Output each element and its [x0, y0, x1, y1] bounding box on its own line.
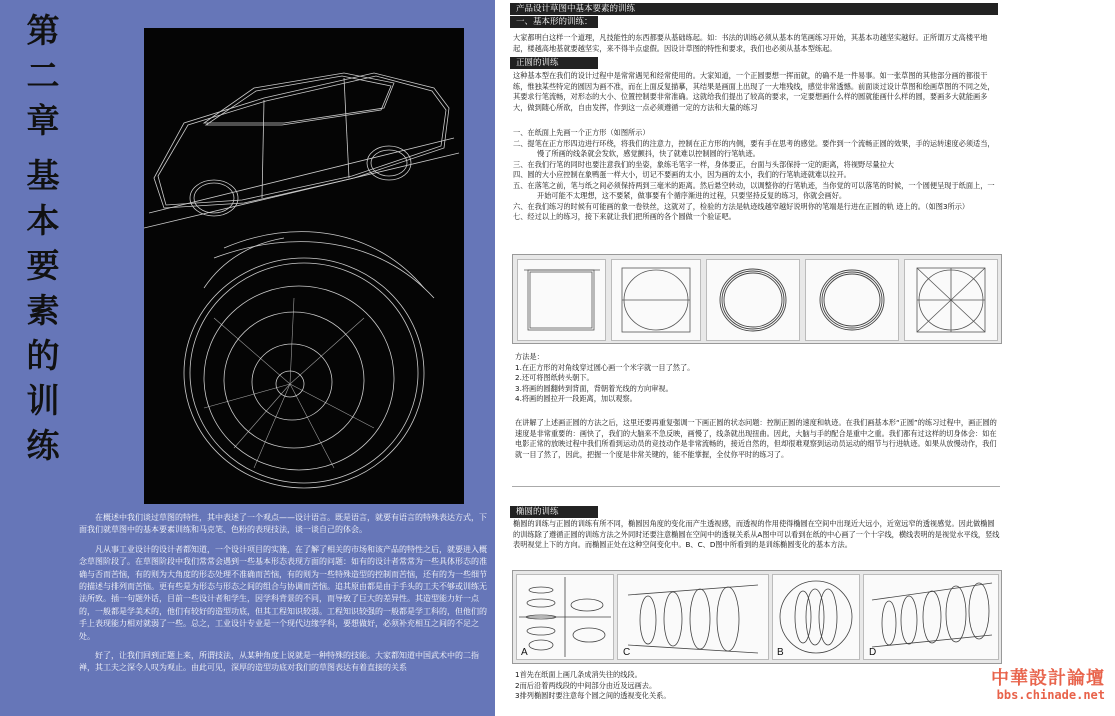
method-list [515, 352, 995, 405]
title-char: 章 [26, 101, 60, 140]
sketch-photo [144, 28, 464, 504]
figure-c [617, 574, 769, 660]
figure-circle-2 [706, 259, 800, 341]
ellipse-sketch [864, 575, 998, 659]
paragraph: 椭圆的训练与正圆的训练有所不同，椭圆因角度的变化而产生透视感，而透视的作用使得椭圆在空间中出现近大远小，近宽远窄的透视感觉。因此做椭圆的训练除了遵循正圆的训练方法之外同时还要注意椭圆在空间中的透视关系从A图中可以看到在纸的中心画了一个十字线，横线表明的是视觉水平线，竖线表明视觉上下的方向。而椭圆正处在这种空间变化中。B、C、D图中所看到的是训练椭圆变化的基本方法。 [513, 519, 1000, 549]
car-wheel-sketch [144, 28, 464, 504]
title-char: 二 [26, 56, 60, 95]
left-panel [0, 0, 495, 716]
left-body-text [79, 512, 491, 682]
chapter-title [14, 8, 72, 468]
method-title: 方法是： [515, 352, 544, 361]
section2-heading: 正圆的训练 [510, 57, 598, 69]
method-item: 4.将画的圆拉开一段距离，加以观察。 [515, 394, 637, 403]
paragraph: 在讲解了上述画正圆的方法之后，这里还要再重复强调一下画正圆的状态问题：控制正圆的速度和轨迹。在我们画基本形“正圆”的练习过程中，画正圆的速度是非常重要的：画快了，我们的大脑来不急反映，画慢了，线条就出现扭曲。因此，大脑与手的配合是重中之重。我们都有过这样的切身体会：如在电影正常的放映过程中我们所看到运动员的竞技动作是非常流畅的，接近自然的，但却很难观察到运动员运动的细节与行进轨迹。如果从放慢动作，我们就一目了然了，因此，把握一个度是非常关键的，能不能掌握，全仗你平时的练习了。 [515, 418, 997, 459]
figure-circle-4 [904, 259, 998, 341]
figure-d [863, 574, 999, 660]
ellipse-notes [515, 670, 955, 702]
method-item: 2.还可将图纸转头朝下。 [515, 373, 594, 382]
figure-label: C [623, 647, 631, 658]
page-header: 产品设计草图中基本要素的训练 [510, 3, 998, 15]
section1-heading: 一、基本形的训练： [510, 16, 598, 28]
figure-b [772, 574, 860, 660]
note-item: 3排列椭圆时要注意每个圆之间的透视变化关系。 [515, 691, 671, 700]
ellipse-sketch [773, 575, 859, 659]
circle-sketch [905, 260, 997, 340]
method-item: 1.在正方形的对角线穿过圆心画一个米字就一目了然了。 [515, 362, 695, 372]
figure-circle-3 [805, 259, 899, 341]
step-item: 六、在我们练习的时候有可能画的象一卷铁丝，这就对了，检验的方法是轨迹线越窄越好说明你的笔端是行进在正圆的轨 迹上的。（如图3所示） [513, 201, 970, 211]
step-item: 四、圆的大小应控制在象鸭蛋一样大小，切记不要画的太小，因为画的太小，我们的行笔轨迹就难以拉开。 [513, 170, 851, 179]
paragraph: 大家都明白这样一个道理，凡技能性的东西都要从基础练起。如：书法的训练必须从基本的笔画练习开始，其基本功越坚实越好。正所谓万丈高楼平地起，楼越高地基就要越坚实，来不得半点虚假。因设计草图的特性和要求，我们也必须从基本型练起。 [513, 33, 988, 53]
title-char: 本 [26, 201, 60, 240]
ellipse-sketch [517, 575, 613, 659]
figure-label: A [521, 647, 528, 658]
title-char: 素 [26, 291, 60, 330]
note-item: 2而后沿着两线段的中间部分由近及远画去。 [515, 680, 657, 690]
paragraph: 好了，让我们回到正题上来，所谓技法，从某种角度上说就是一种特殊的技能。大家都知道中国武术中的二指禅，其工夫之深令人叹为观止。由此可见，深厚的造型功底对我们的草图表达有着直接的关系 [79, 651, 479, 673]
section2-summary [515, 418, 1001, 460]
section2-intro [513, 71, 1001, 113]
square-sketch [518, 260, 605, 340]
circle-sketch [612, 260, 700, 340]
step-item: 一、在纸面上先画一个正方形（如图所示） [513, 128, 650, 137]
watermark-url: bbs.chinade.net [996, 688, 1105, 702]
step-item: 三、在我们行笔的同时也要注意我们的坐姿，象练毛笔字一样，身体要正，台面与头部保持一定的距离，将视野尽量拉大 [513, 159, 894, 169]
section1-text [513, 33, 1001, 54]
title-char: 要 [26, 246, 60, 285]
section3-text [513, 519, 1001, 551]
step-item: 二、提笔在正方形四边进行环绕，将我们的注意力，控制在正方形的内侧，要有手在思考的感觉。要作到一个流畅正圆的效果，手的运转速度必须适当，慢了所画的线条就会发软，感觉颤抖，快了就难以控制圆的行笔轨迹。 [513, 138, 995, 158]
figure-label: B [777, 647, 784, 658]
circle-sketch [707, 260, 799, 340]
paragraph: 凡从事工业设计的设计者都知道，一个设计项目的实施，在了解了相关的市场和该产品的特性之后，就要进入概念草图阶段了。在草图阶段中我们常常会遇到一些基本形态表现方面的问题：如有的设计者常常为一些具体形态的准确与否而苦恼，有的则为大角度的形态处理不准确而苦恼，有的则为一些特殊造型的控制而苦恼，还有的为一些细节的描述与排列而苦恼。更有些是为形态与形态之间的组合与协调而苦恼。追其原由都是由于手头的工夫不够或训练无法所致。插一句题外话，目前一些设计者和学生，因学科背景的不同，而导致了巨大的差异性。其造型能力好一点的，一般都是学美术的，他们有较好的造型功底，但其工程知识较弱。工程知识较强的一般都是学工科的，但他们的手上表现能力相对就弱了一些。总之，工业设计专业是一个现代边缘学科，要想做好，必须补充相互之间的不足之处。 [79, 544, 487, 641]
circle-figures [512, 254, 1002, 344]
title-char: 第 [26, 11, 60, 50]
figure-a [516, 574, 614, 660]
figure-square [517, 259, 606, 341]
steps-list [513, 128, 1001, 223]
method-item: 3.将画的圆翻转到背面，背朝着光线的方向审视。 [515, 383, 673, 393]
section3-heading: 椭圆的训练 [510, 506, 598, 518]
divider [512, 486, 1000, 487]
title-char: 基 [26, 156, 60, 195]
paragraph: 在概述中我们谈过草图的特性，其中表述了一个观点——设计语言。既是语言，就要有语言的特殊表达方式，下面我们就草图中的基本要素训练和马克笔、色粉的表现技法，谈一谈自己的体会。 [79, 513, 487, 535]
ellipse-sketch [618, 575, 768, 659]
step-item: 五、在落笔之前，笔与纸之间必须保持两到三毫米的距离。然后悬空转动，以调整你的行笔轨迹，当你觉的可以落笔的时候，一个圆便呈现于纸面上，一开始可能不太理想，这不要紧，做事要有个循序渐进的过程，只要坚持反复的练习，你就会画好。 [513, 180, 995, 200]
circle-sketch [806, 260, 898, 340]
right-panel [495, 0, 1115, 716]
title-char: 训 [26, 381, 60, 420]
title-char: 的 [26, 336, 60, 375]
step-item: 七、经过以上的练习，接下来就让我们把所画的各个圆做一个验证吧。 [513, 212, 736, 221]
title-char: 练 [26, 426, 60, 465]
ellipse-figures [512, 570, 1002, 664]
paragraph: 这种基本型在我们的设计过程中是常常遇见和经常使用的。大家知道，一个正圆要想一挥而就，的确不是一件易事。如一张草图的其他部分画的都很干练，惟独某些特定的圆因为画不准，而在上面反复描摹，其结果是画面上出现了一大堆残线，感觉非常透憾。前面谈过设计草图和绘画草图的不同之处，其要求行笔流畅，对形态的大小、位置控制要非常准确。这就给我们提出了较高的要求，一定要想画什么样的圆就能画什么样的圆，要画多大就能画多大，做到随心所欲，自由发挥，作到这一点必须遵循一定的方法和大量的练习 [513, 71, 995, 112]
figure-circle-1 [611, 259, 701, 341]
watermark-logo: 中華設計論壇 [991, 668, 1105, 689]
note-item: 1首先在纸面上画几条成消失往的线段。 [515, 670, 642, 679]
figure-label: D [869, 647, 877, 658]
